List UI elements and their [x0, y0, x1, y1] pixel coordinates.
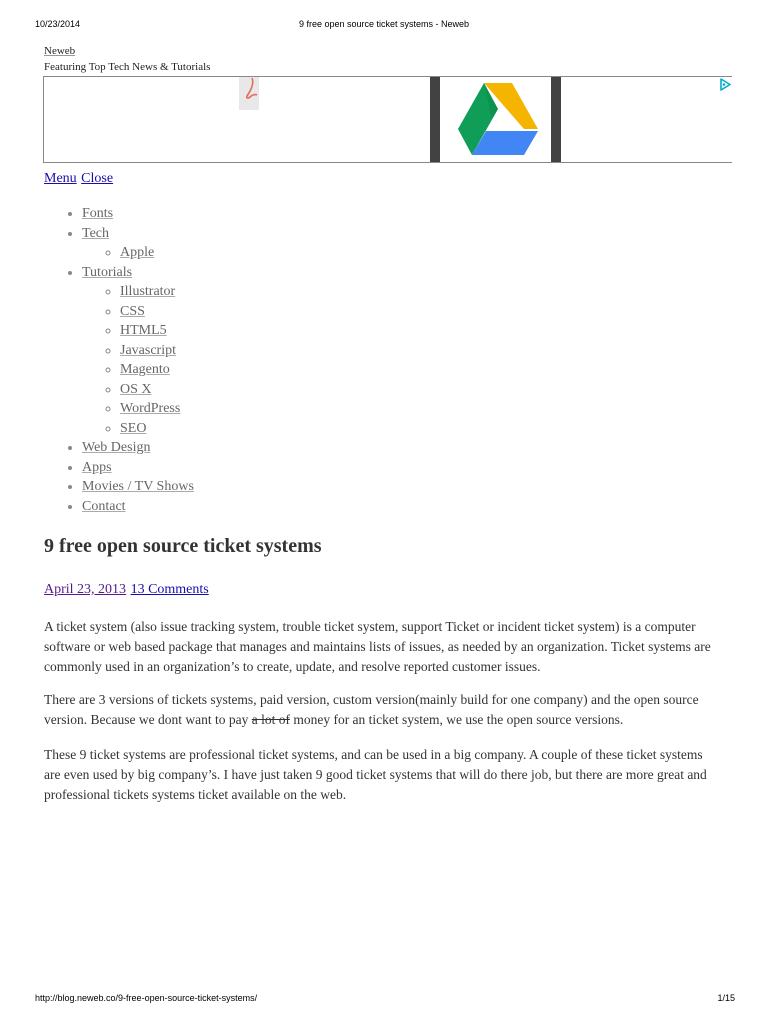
nav-link-movies[interactable]: Movies / TV Shows [82, 479, 194, 494]
print-page-number: 1/15 [717, 993, 735, 1003]
article-title: 9 free open source ticket systems [44, 535, 322, 557]
nav-link-magento[interactable]: Magento [120, 362, 170, 377]
nav-item-wordpress [120, 399, 194, 419]
nav-link-apps[interactable]: Apps [82, 459, 112, 475]
nav-submenu-tutorials [82, 282, 194, 438]
pdf-icon [244, 77, 258, 103]
nav-item-tech [82, 224, 194, 263]
nav-submenu-tech [82, 243, 194, 263]
nav-item-seo [120, 419, 194, 439]
nav-item-apple [120, 243, 194, 263]
article-meta [44, 582, 209, 598]
nav-link-illustrator[interactable]: Illustrator [120, 284, 176, 299]
site-name-link[interactable]: Newеb [44, 45, 76, 57]
nav-item-magento [120, 360, 194, 380]
article-paragraph-1: A ticket system (also issue tracking system, trouble ticket system, support Ticket or incident ticket system) is a computer software or web based package that manages and maintains lists of issues, as needed by an organization. Ticket systems are commonly used in an organization’s to create, update, and resolve reported customer issues. [44, 619, 711, 674]
nav-link-wordpress[interactable]: WordPress [120, 401, 181, 416]
main-navigation [44, 204, 194, 516]
nav-link-apple[interactable]: Apple [120, 245, 155, 260]
nav-link-html5[interactable]: HTML5 [120, 323, 167, 338]
nav-item-contact [82, 497, 194, 517]
print-footer [0, 993, 768, 1007]
nav-item-fonts [82, 204, 194, 224]
nav-link-contact[interactable]: Contact [82, 498, 126, 514]
ad-banner[interactable] [43, 76, 732, 163]
google-drive-logo [456, 81, 540, 157]
paragraph-2-text-end: money for an ticket system, we use the open source versions. [289, 712, 624, 727]
nav-item-web-design [82, 438, 194, 458]
strikethrough-text: a lot of [251, 712, 290, 727]
close-link[interactable]: Close [81, 171, 114, 186]
menu-link[interactable]: Menu [44, 171, 77, 186]
print-page-title: 9 free open source ticket systems - Newеb [298, 19, 470, 29]
nav-item-osx [120, 380, 194, 400]
menu-toggle-links [44, 171, 113, 187]
nav-link-css[interactable]: CSS [120, 303, 145, 319]
nav-item-html5 [120, 321, 194, 341]
nav-item-css [120, 302, 194, 322]
adchoices-icon[interactable] [719, 78, 732, 91]
nav-item-movies [82, 477, 194, 497]
article-paragraph-2 [44, 690, 716, 730]
article-paragraph-3: These 9 ticket systems are professional ticket systems, and can be used in a big company. A couple of these ticket systems are even used by big company’s. I have just taken 9 good ticket systems that will do there job, but there are more great and professional tickets systems ticket available on the web. [44, 747, 707, 802]
post-date-link[interactable]: April 23, 2013 [44, 582, 127, 597]
comments-link[interactable]: 13 Comments [130, 582, 209, 597]
nav-link-seo[interactable]: SEO [120, 420, 147, 436]
nav-link-tutorials[interactable]: Tutorials [82, 264, 133, 280]
nav-link-fonts[interactable]: Fonts [82, 206, 114, 221]
nav-item-tutorials [82, 263, 194, 439]
ad-dark-bar-right [551, 77, 561, 163]
ad-dark-bar-left [430, 77, 440, 163]
print-url: http://blog.newеb.co/9-free-open-source-ticket-systems/ [35, 993, 258, 1003]
nav-link-tech[interactable]: Tech [82, 225, 110, 241]
nav-item-javascript [120, 341, 194, 361]
nav-link-javascript[interactable]: Javascript [120, 342, 176, 358]
nav-link-osx[interactable]: OS X [120, 381, 152, 397]
nav-item-illustrator [120, 282, 194, 302]
print-date: 10/23/2014 [35, 19, 81, 29]
site-tagline: Featuring Top Tech News & Tutorials [44, 61, 211, 73]
nav-item-apps [82, 458, 194, 478]
print-header [0, 19, 768, 33]
paragraph-2-text-start: There are 3 versions of tickets systems, paid version, custom version(mainly build for one company) and the open source version. Because we dont want to pay [44, 692, 699, 727]
nav-link-web-design[interactable]: Web Design [82, 440, 151, 455]
